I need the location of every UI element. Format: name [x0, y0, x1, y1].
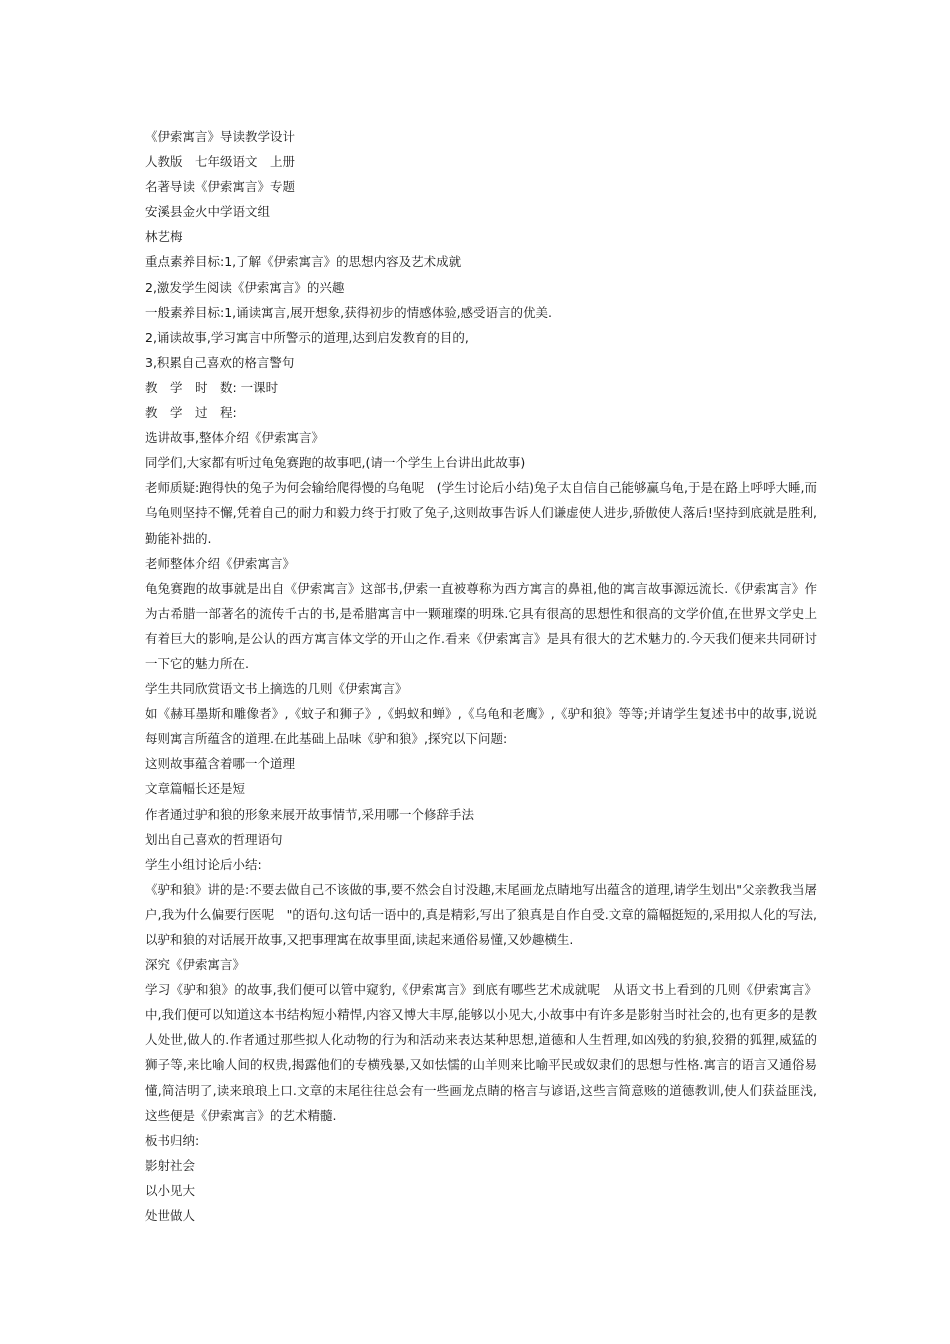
class-hours-line: 教 学 时 数: 一课时: [145, 379, 279, 395]
question-item: 作者通过驴和狼的形象来展开故事情节,采用哪一个修辞手法: [145, 806, 474, 822]
summary-label: 学生小组讨论后小结:: [145, 856, 262, 872]
question-item: 文章篇幅长还是短: [145, 781, 246, 797]
section-heading: 深究《伊索寓言》: [145, 957, 246, 973]
paragraph: 学习《驴和狼》的故事,我们便可以管中窥豹,《伊索寓言》到底有哪些艺术成就呢 从语文书上看到的几则《伊索寓言》中,我们便可以知道这本书结构短小精悍,内容又博大丰厚,能够以小见大,小故事中有许多是影射当时社会的,也有更多的是教人处世,做人的.作者通过那些拟人化动物的行为和活动来表达某种思想,道德和人生哲理,如凶残的豹狼,狡猾的狐狸,威猛的狮子等,来比喻人间的权贵,揭露他们的专横残暴,又如怯懦的山羊则来比喻平民或奴隶们的思想与性格.寓言的语言又通俗易懂,简洁明了,读来琅琅上口.文章的末尾往往总会有一些画龙点睛的格言与谚语,这些言简意赅的道德教训,使人们获益匪浅,这些便是《伊索寓言》的艺术精髓.: [145, 982, 817, 1123]
question-item: 划出自己喜欢的哲理语句: [145, 831, 283, 847]
general-goal-3: 3,积累自己喜欢的格言警句: [145, 354, 295, 370]
general-goal-2: 2,诵读故事,学习寓言中所警示的道理,达到启发教育的目的,: [145, 329, 469, 345]
edition-line: 人教版 七年级语文 上册: [145, 154, 296, 170]
general-goal-1: 一般素养目标:1,诵读寓言,展开想象,获得初步的情感体验,感受语言的优美.: [145, 304, 553, 320]
author-line: 林艺梅: [145, 229, 183, 245]
school-line: 安溪县金火中学语文组: [145, 204, 271, 220]
key-goal-2: 2,激发学生阅读《伊索寓言》的兴趣: [145, 279, 345, 295]
paragraph: 老师质疑:跑得快的兔子为何会输给爬得慢的乌龟呢 (学生讨论后小结)兔子太自信自己能够赢乌龟,于是在路上呼呼大睡,而乌龟则坚持不懈,凭着自己的耐力和毅力终于打败了兔子,这则故事告诉人们谦虚使人进步,骄傲使人落后!坚持到底就是胜利,勤能补拙的.: [145, 480, 817, 546]
section-heading: 学生共同欣赏语文书上摘选的几则《伊索寓言》: [145, 681, 408, 697]
document-page: [145, 124, 817, 1228]
paragraph: 如《赫耳墨斯和雕像者》,《蚊子和狮子》,《蚂蚁和蝉》,《乌龟和老鹰》,《驴和狼》等等;并请学生复述书中的故事,说说每则寓言所蕴含的道理.在此基础上品味《驴和狼》,探究以下问题:: [145, 706, 817, 747]
board-label: 板书归纳:: [145, 1132, 200, 1148]
board-item: 以小见大: [145, 1182, 196, 1198]
topic-line: 名著导读《伊索寓言》专题: [145, 179, 296, 195]
paragraph: 同学们,大家都有听过龟兔赛跑的故事吧,(请一个学生上台讲出此故事): [145, 455, 526, 471]
section-heading: 选讲故事,整体介绍《伊索寓言》: [145, 430, 324, 446]
process-label: 教 学 过 程:: [145, 405, 237, 421]
question-item: 这则故事蕴含着哪一个道理: [145, 756, 296, 772]
doc-title: 《伊索寓言》导读教学设计: [145, 129, 296, 144]
paragraph: 龟兔赛跑的故事就是出自《伊索寓言》这部书,伊索一直被尊称为西方寓言的鼻祖,他的寓言故事源远流长.《伊索寓言》作为古希腊一部著名的流传千古的书,是希腊寓言中一颗璀璨的明珠.它具有很高的思想性和很高的文学价值,在世界文学史上有着巨大的影响,是公认的西方寓言体文学的开山之作.看来《伊索寓言》是具有很大的艺术魅力的.今天我们便来共同研讨一下它的魅力所在.: [145, 580, 817, 671]
paragraph: 《驴和狼》讲的是:不要去做自己不该做的事,要不然会自讨没趣,末尾画龙点睛地写出蕴含的道理,请学生划出"父亲教我当屠户,我为什么偏要行医呢 "的语句.这句话一语中的,真是精彩,写出了狼真是自作自受.文章的篇幅挺短的,采用拟人化的写法,以驴和狼的对话展开故事,又把事理寓在故事里面,读起来通俗易懂,又妙趣横生.: [145, 881, 817, 947]
key-goal-1: 重点素养目标:1,了解《伊索寓言》的思想内容及艺术成就: [145, 254, 462, 270]
section-heading: 老师整体介绍《伊索寓言》: [145, 555, 296, 571]
board-item: 影射社会: [145, 1157, 196, 1173]
board-item: 处世做人: [145, 1208, 196, 1224]
